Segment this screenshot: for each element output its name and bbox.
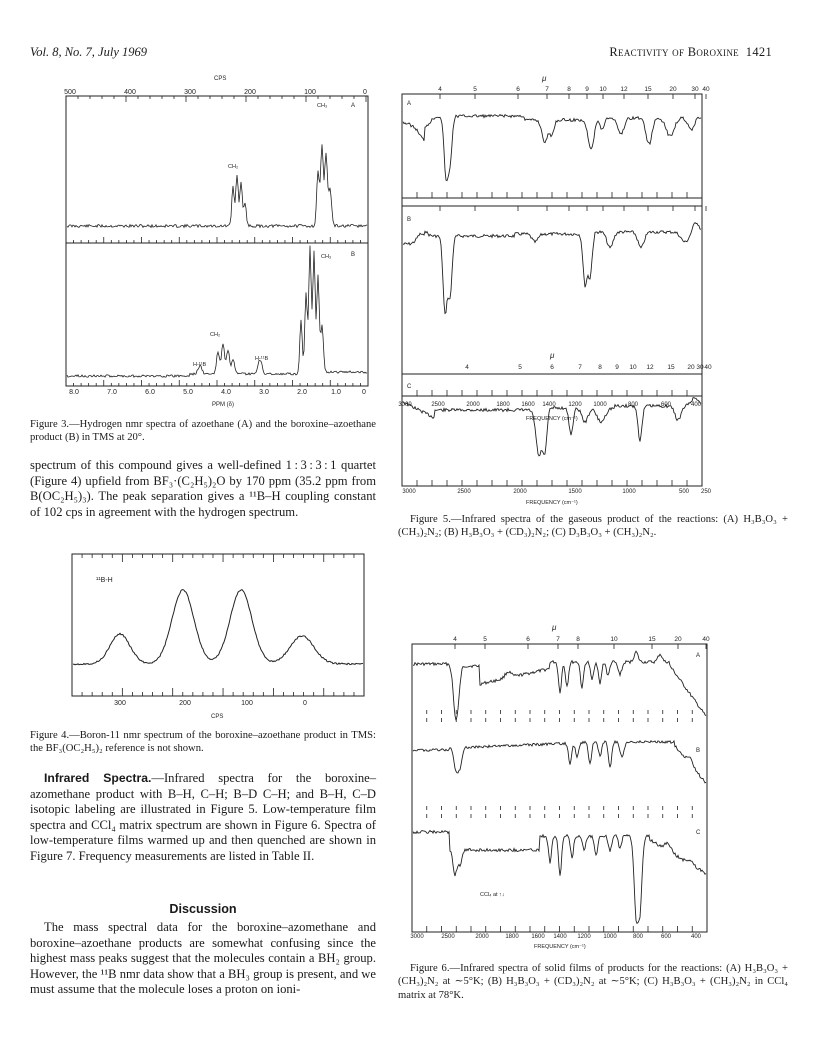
fig6-frequency-tick: 800 <box>632 934 644 940</box>
fig3-bottom-tick: 6.0 <box>145 389 155 396</box>
fig3-spectrum-b <box>67 246 367 378</box>
fig5-c-mu-label: μ <box>550 351 555 360</box>
fig5-top-tick: 15 <box>644 86 652 93</box>
fig3-bottom-tick-labels <box>69 389 366 396</box>
fig5-top-tick: 6 <box>516 86 520 93</box>
fig5-tick-marks <box>402 94 706 486</box>
fig5-frequency-tick: 800 <box>627 402 639 408</box>
fig6-panel-b-letter: B <box>696 748 701 754</box>
fig4-spectrum <box>73 590 363 665</box>
fig5-top-tick: 20 <box>669 86 677 93</box>
fig6-top-tick: 10 <box>610 636 618 643</box>
fig5-top-tick: 40 <box>702 86 710 93</box>
fig6-frequency-tick: 3000 <box>410 934 424 940</box>
fig5-frequency-tick: 400 <box>690 402 702 408</box>
fig3-spectrum-a <box>67 144 367 227</box>
fig5-c-frequency-tick: 2500 <box>457 489 471 495</box>
fig3-bottom-tick: 2.0 <box>297 389 307 396</box>
fig3-top-tick: 500 <box>64 89 76 96</box>
fig5-frequency-tick: 1000 <box>593 402 607 408</box>
fig5-top-tick: 10 <box>599 86 607 93</box>
fig5-c-top-tick: 10 <box>629 364 637 371</box>
figure-4-caption: Figure 4.—Boron-11 nmr spectrum of the boroxine–azoethane product in TMS: the BF₃(OC₂H₅)₂ reference is not shown. <box>30 730 376 755</box>
fig3-ch2-label-a: CH₂ <box>228 164 239 170</box>
fig5-top-tick: 7 <box>545 86 549 93</box>
fig5-c-top-tick: 7 <box>578 364 582 371</box>
infrared-paragraph <box>30 771 376 865</box>
fig3-ch2-label-b: CH₂ <box>210 332 221 338</box>
fig6-frequency-tick: 1800 <box>505 934 519 940</box>
fig5-top-tick: 8 <box>567 86 571 93</box>
fig3-top-tick-labels <box>64 89 367 96</box>
fig6-top-tick: 4 <box>453 636 457 643</box>
fig6-spectrum-c <box>413 831 706 924</box>
fig5-c-top-tick: 40 <box>704 364 712 371</box>
fig5-frequency-tick: 2000 <box>466 402 480 408</box>
figure-6-caption: Figure 6.—Infrared spectra of solid films of products for the reactions: (A) H₃B₃O₃ + (CH₃)₂N₂ at ∼5°K; (B) H₃B₃O₃ + (CD₃)₂N₂ at ∼5°K; (C) H₃B₃O₃ + (CH₃)₂N₂ in CCl₄ matrix at 78°K. <box>398 963 788 1001</box>
fig3-panel-a-letter: A <box>351 103 356 109</box>
fig3-top-axis-label: CPS <box>214 76 227 82</box>
infrared-spectra-section <box>30 771 376 865</box>
fig6-frequency-tick: 1400 <box>553 934 567 940</box>
fig5-c-top-tick: 5 <box>518 364 522 371</box>
fig5-spectrum-b <box>403 223 701 314</box>
figure-3-caption: Figure 3.—Hydrogen nmr spectra of azoethane (A) and the boroxine–azoethane product (B) in TMS at 20°. <box>30 419 376 444</box>
journal-volume-header: Vol. 8, No. 7, July 1969 <box>30 45 148 59</box>
fig3-top-tick: 200 <box>244 89 256 96</box>
b11-quartet-text: spectrum of this compound gives a well-defined 1 : 3 : 3 : 1 quartet (Figure 4) upfield from BF₃·(C₂H₅)₂O by 170 ppm (35.2 ppm from B(OC₂H₅)₃). The peak separation gives a ¹¹B–H coupling constant of 102 cps in agreement with the hydrogen spectrum. <box>30 458 376 519</box>
fig5-c-top-tick: 15 <box>667 364 675 371</box>
fig5-c-top-tick-labels <box>465 364 712 371</box>
fig6-frequency-tick: 600 <box>660 934 672 940</box>
fig5-top-tick: 5 <box>473 86 477 93</box>
discussion-text: The mass spectral data for the boroxine–azomethane and boroxine–azoethane products are somewhat confusing since the highest mass peaks suggest that the molecules contain a BH₂ group. However, the ¹¹B nmr data show that a BH₃ group is present, and we must assume that the molecule loses a proton on ioni- <box>30 920 376 997</box>
fig5-top-tick-labels <box>438 86 710 93</box>
fig5-mu-label: μ <box>542 74 547 83</box>
fig3-ch3-label-b: CH₃ <box>321 254 332 260</box>
fig5-c-top-tick: 8 <box>598 364 602 371</box>
fig5-top-tick: 30 <box>691 86 699 93</box>
fig6-ccl4-label: CCl₄ at ↑↓ <box>480 892 505 898</box>
fig5-c-frequency-tick: 1500 <box>568 489 582 495</box>
figure-4-boron11-nmr <box>70 552 370 724</box>
fig5-c-frequency-tick: 2000 <box>513 489 527 495</box>
fig5-panel-a-letter: A <box>407 101 412 107</box>
fig6-panel-a-letter: A <box>696 653 701 659</box>
page-number: 1421 <box>745 45 772 59</box>
infrared-text: —Infrared spectra for the boroxine–azomethane product with B–H, C–H; B–D C–H; and B–H, C–D isotopic labeling are illustrated in Figure 5. Low-temperature film spectra and CCl₄ matrix spectrum are shown in Figure 6. Spectra of low-temperature films warmed up and then quenched are shown in Figure 7. Frequency measurements are listed in Table II. <box>30 771 377 863</box>
fig4-axis-label: CPS <box>211 714 224 720</box>
figure-5-gas-ir-spectra <box>395 72 715 510</box>
fig6-top-tick: 5 <box>483 636 487 643</box>
fig6-frequency-axis-label: FREQUENCY (cm⁻¹) <box>534 944 586 950</box>
fig3-ch3-label-a: CH₃ <box>317 103 328 109</box>
fig6-top-tick: 15 <box>648 636 656 643</box>
fig4-b11-h-label: ¹¹B-H <box>96 577 113 584</box>
running-title-header <box>609 45 772 60</box>
fig3-top-tick: 400 <box>124 89 136 96</box>
fig6-top-tick: 40 <box>702 636 710 643</box>
fig5-frequency-tick: 3000 <box>398 402 412 408</box>
fig6-frequency-tick: 1200 <box>577 934 591 940</box>
fig5-c-top-tick: 4 <box>465 364 469 371</box>
infrared-heading: Infrared Spectra. <box>44 771 152 785</box>
fig3-bottom-tick: 7.0 <box>107 389 117 396</box>
fig5-c-frequency-tick: 1000 <box>622 489 636 495</box>
fig5-panel-b-letter: B <box>407 217 412 223</box>
fig5-frequency-axis-label: FREQUENCY (cm⁻¹) <box>526 416 578 422</box>
fig3-bottom-tick: 3.0 <box>259 389 269 396</box>
fig5-top-tick: 12 <box>620 86 628 93</box>
fig3-hb-label-left: H-¹¹B <box>193 362 207 368</box>
figure-5-caption: Figure 5.—Infrared spectra of the gaseous product of the reactions: (A) H₃B₃O₃ + (CH₃)₂N₂; (B) H₃B₃O₃ + (CD₃)₂N₂; (C) D₃B₃O₃ + (CH₃)₂N₂. <box>398 514 788 539</box>
fig6-spectrum-b <box>413 741 706 783</box>
fig6-frequency-tick: 1000 <box>603 934 617 940</box>
fig3-bottom-tick: 0 <box>362 389 366 396</box>
figure-6-solid-film-ir-spectra <box>400 622 718 952</box>
fig3-bottom-tick: 4.0 <box>221 389 231 396</box>
fig5-frequency-tick: 1200 <box>568 402 582 408</box>
fig6-panel-c-letter: C <box>696 830 701 836</box>
fig6-frequency-tick: 1600 <box>531 934 545 940</box>
fig4-tick: 0 <box>303 700 307 707</box>
fig3-tick-marks <box>66 96 368 386</box>
fig6-top-tick: 20 <box>674 636 682 643</box>
fig5-top-tick: 9 <box>585 86 589 93</box>
fig5-frequency-tick-labels <box>398 402 701 408</box>
fig5-frequency-tick: 2500 <box>431 402 445 408</box>
fig5-c-top-tick: 30 <box>696 364 704 371</box>
paragraph-b11-quartet <box>30 458 376 520</box>
figure-3-nmr-spectra <box>60 70 380 415</box>
fig6-top-tick: 6 <box>526 636 530 643</box>
fig6-top-tick-labels <box>453 636 710 643</box>
discussion-section <box>30 920 376 998</box>
fig5-spectrum-a <box>403 115 701 181</box>
fig6-top-tick: 7 <box>556 636 560 643</box>
fig5-panel-c-letter: C <box>407 384 412 390</box>
fig6-top-tick: 8 <box>576 636 580 643</box>
fig5-c-top-tick: 12 <box>646 364 654 371</box>
fig4-tick: 300 <box>114 700 126 707</box>
fig6-frequency-tick: 2000 <box>475 934 489 940</box>
fig5-c-frequency-axis-label: FREQUENCY (cm⁻¹) <box>526 500 578 506</box>
discussion-heading: Discussion <box>169 902 237 916</box>
fig4-tick: 200 <box>179 700 191 707</box>
fig5-frequency-tick: 600 <box>660 402 672 408</box>
fig3-hb-label-right: H-¹¹B <box>255 356 269 362</box>
fig5-c-frequency-tick: 500 <box>678 489 690 495</box>
fig5-frequency-tick: 1600 <box>521 402 535 408</box>
fig6-frequency-tick-labels <box>410 934 701 940</box>
fig4-frame <box>72 554 364 696</box>
fig3-bottom-axis-label: PPM (δ) <box>212 402 235 408</box>
fig3-bottom-tick: 5.0 <box>183 389 193 396</box>
fig6-mu-label: μ <box>552 623 557 632</box>
fig4-tick-labels <box>114 700 307 707</box>
fig3-top-tick: 300 <box>184 89 196 96</box>
fig6-frequency-tick: 2500 <box>441 934 455 940</box>
fig5-frequency-tick: 1800 <box>496 402 510 408</box>
running-title: Reactivity of Boroxine <box>609 45 739 59</box>
fig3-bottom-tick: 1.0 <box>331 389 341 396</box>
fig3-top-tick: 0 <box>363 89 367 96</box>
fig3-bottom-tick: 8.0 <box>69 389 79 396</box>
fig4-tick-marks <box>72 554 364 696</box>
fig3-top-tick: 100 <box>304 89 316 96</box>
fig5-c-top-tick: 6 <box>550 364 554 371</box>
fig3-panel-b-letter: B <box>351 252 356 258</box>
fig6-frequency-tick: 400 <box>690 934 702 940</box>
fig5-top-tick: 4 <box>438 86 442 93</box>
fig5-c-top-tick: 9 <box>615 364 619 371</box>
fig4-tick: 100 <box>241 700 253 707</box>
fig5-c-frequency-tick-labels <box>402 489 711 495</box>
fig5-c-frequency-tick: 250 <box>700 489 712 495</box>
fig5-c-frequency-tick: 3000 <box>402 489 416 495</box>
fig5-c-top-tick: 20 <box>687 364 695 371</box>
fig5-frequency-tick: 1400 <box>542 402 556 408</box>
